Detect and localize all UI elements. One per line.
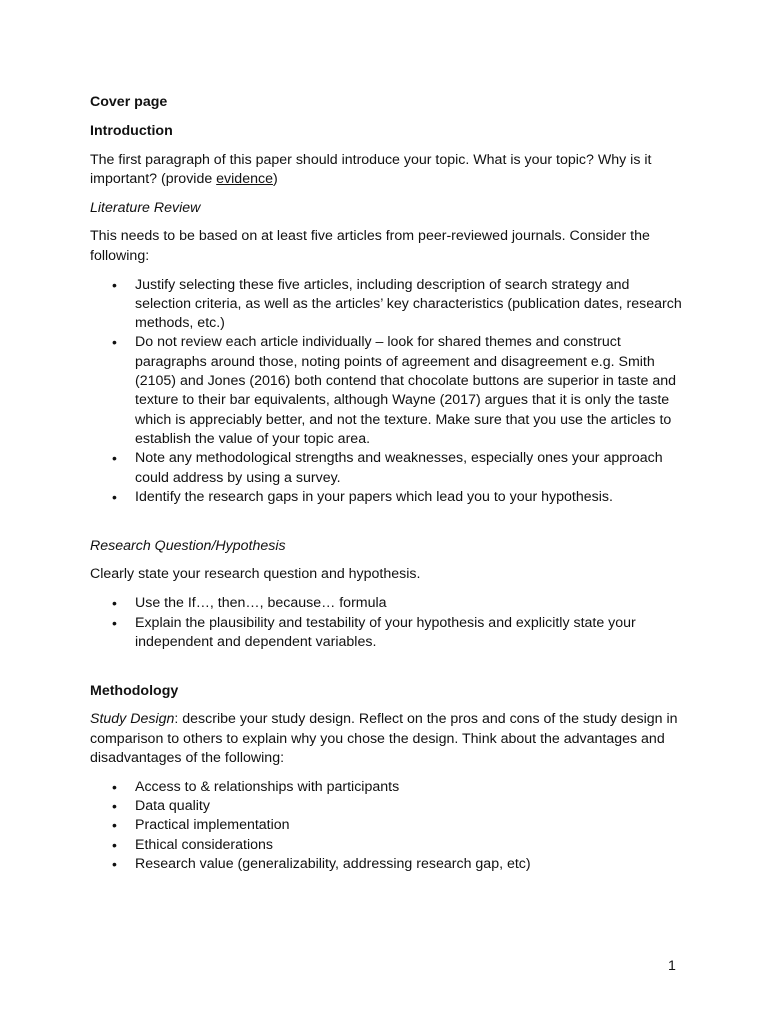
list-item-text: Note any methodological strengths and weaknesses, especially ones your approach could address by using a survey.	[135, 450, 663, 486]
bullet-icon: •	[112, 817, 117, 834]
list-item-text: Ethical considerations	[135, 836, 274, 853]
bullet-icon: •	[112, 488, 117, 505]
spacer	[90, 517, 685, 537]
bullet-icon: •	[112, 778, 117, 795]
literature-review-intro: This needs to be based on at least five articles from peer-reviewed journals. Consider the following:	[90, 228, 650, 264]
study-design-list	[90, 778, 685, 874]
introduction-text-end: )	[272, 170, 278, 187]
list-item-text: Practical implementation	[135, 817, 290, 834]
bullet-icon: •	[112, 856, 117, 872]
list-item	[90, 855, 685, 874]
list-item	[90, 797, 685, 816]
list-item-text: Identify the research gaps in your papers which lead you to your hypothesis.	[135, 488, 613, 505]
literature-review-heading: Literature Review	[90, 199, 201, 216]
study-design-text: : describe your study design. Reflect on the pros and cons of the study design in comparison to others to explain why you chose the design. Think about the advantages and disadvantages of the following:	[90, 711, 678, 767]
bullet-icon: •	[112, 450, 117, 467]
cover-page-heading: Cover page	[90, 94, 168, 110]
introduction-paragraph	[90, 151, 685, 190]
research-question-intro: Clearly state your research question and hypothesis.	[90, 566, 421, 583]
list-item-text: Research value (generalizability, addressing research gap, etc)	[135, 856, 531, 872]
list-item-text: Explain the plausibility and testability of your hypothesis and explicitly state your independent and dependent variables.	[135, 614, 636, 650]
list-item	[90, 778, 685, 797]
document-body	[90, 93, 685, 884]
research-question-heading: Research Question/Hypothesis	[90, 537, 286, 554]
list-item	[90, 816, 685, 835]
introduction-text-start: The first paragraph of this paper should introduce your topic. What is your topic? Why is it important? (provide	[90, 151, 652, 187]
list-item-text: Access to & relationships with participants	[135, 778, 400, 795]
page-number: 1	[668, 958, 676, 974]
bullet-icon: •	[112, 836, 117, 853]
list-item	[90, 836, 685, 855]
bullet-icon: •	[112, 614, 117, 631]
bullet-icon: •	[112, 595, 117, 612]
study-design-paragraph	[90, 710, 685, 768]
list-item	[90, 333, 685, 449]
list-item	[90, 594, 685, 613]
literature-review-list	[90, 276, 685, 508]
list-item-text: Data quality	[135, 798, 210, 815]
list-item-text: Do not review each article individually – look for shared themes and construct paragraphs around those, noting points of agreement and disagreement e.g. Smith (2105) and Jones (2016) both contend that chocolate buttons are superior in taste and texture to their bar equivalents, although Wayne (2017) argues that it is only the taste which is appreciably better, and not the texture. Make sure that you use the articles to establish the value of your topic area.	[135, 334, 677, 447]
list-item	[90, 614, 685, 653]
bullet-icon: •	[112, 276, 117, 293]
list-item	[90, 276, 685, 334]
list-item	[90, 488, 685, 507]
evidence-link[interactable]: evidence	[216, 170, 273, 187]
list-item-text: Use the If…, then…, because… formula	[135, 595, 387, 612]
spacer	[90, 662, 685, 682]
list-item-text: Justify selecting these five articles, including description of search strategy and selection criteria, as well as the articles’ key characteristics (publication dates, research methods, etc.)	[135, 276, 682, 332]
introduction-heading: Introduction	[90, 122, 173, 139]
study-design-label: Study Design	[90, 711, 175, 728]
research-question-list	[90, 594, 685, 652]
bullet-icon: •	[112, 334, 117, 351]
bullet-icon: •	[112, 798, 117, 815]
list-item	[90, 449, 685, 488]
methodology-heading: Methodology	[90, 682, 179, 699]
